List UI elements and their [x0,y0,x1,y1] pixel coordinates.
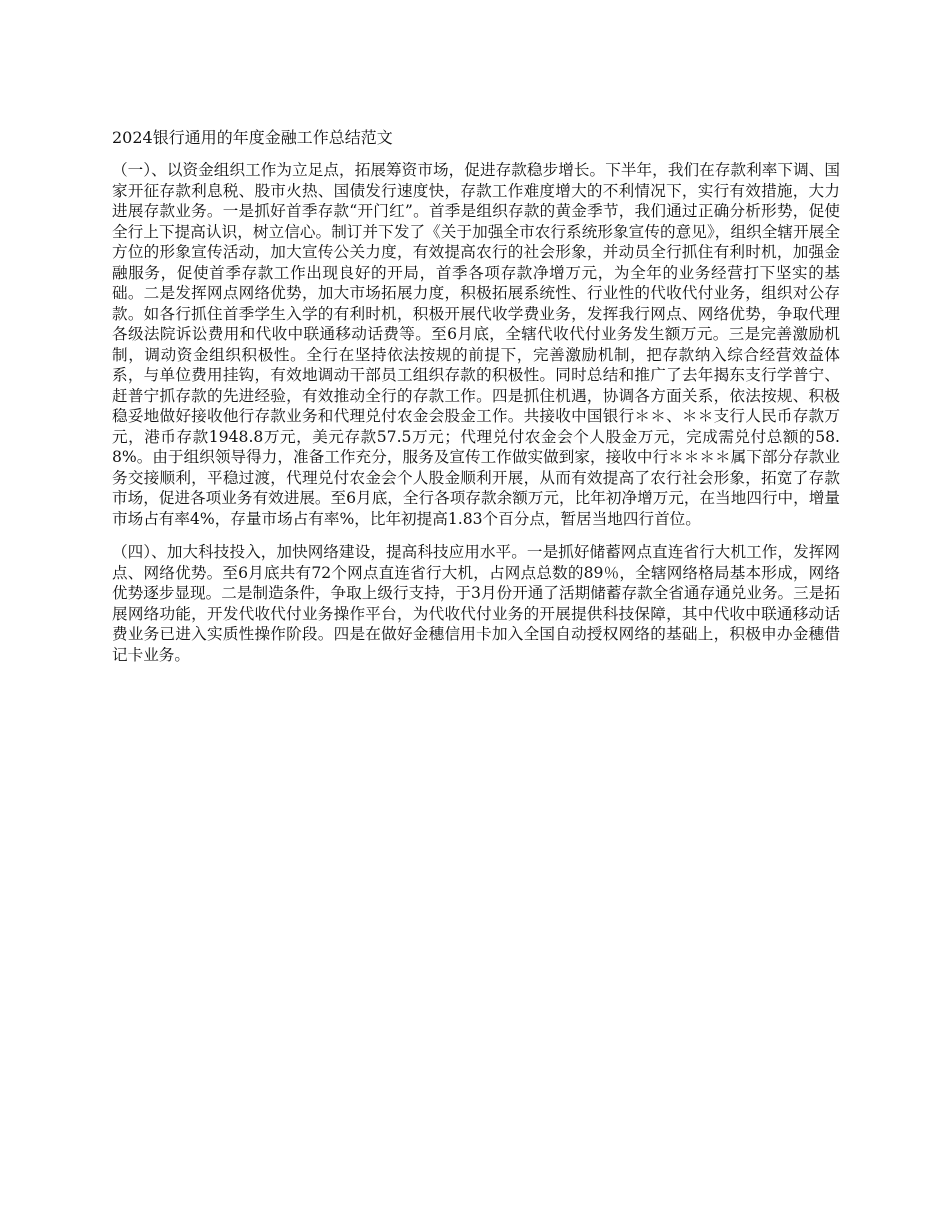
document-title: 2024银行通用的年度金融工作总结范文 [112,128,393,147]
document-page [112,128,840,678]
paragraph-technology: （四）、加大科技投入，加快网络建设，提高科技应用水平。一是抓好储蓄网点直连省行大机工作，发挥网点、网络优势。至6月底共有72个网点直连省行大机，占网点总数的89％，全辖网络格局基本形成，网络优势逐步显现。二是制造条件，争取上级行支持，于3月份开通了活期储蓄存款全省通存通兑业务。三是拓展网络功能，开发代收代付业务操作平台，为代收代付业务的开展提供科技保障，其中代收中联通移动话费业务已进入实质性操作阶段。四是在做好金穗信用卡加入全国自动授权网络的基础上，积极申办金穗借记卡业务。 [112,543,840,664]
paragraph-deposits: （一）、以资金组织工作为立足点，拓展筹资市场，促进存款稳步增长。下半年，我们在存款利率下调、国家开征存款利息税、股市火热、国债发行速度快，存款工作难度增大的不利情况下，实行有效措施，大力进展存款业务。一是抓好首季存款“开门红”。首季是组织存款的黄金季节，我们通过正确分析形势，促使全行上下提高认识，树立信心。制订并下发了《关于加强全市农行系统形象宣传的意见》，组织全辖开展全方位的形象宣传活动，加大宣传公关力度，有效提高农行的社会形象，并动员全行抓住有利时机，加强金融服务，促使首季存款工作出现良好的开局，首季各项存款净增万元，为全年的业务经营打下坚实的基础。二是发挥网点网络优势，加大市场拓展力度，积极拓展系统性、行业性的代收代付业务，组织对公存款。如各行抓住首季学生入学的有利时机，积极开展代收学费业务，发挥我行网点、网络优势，争取代理各级法院诉讼费用和代收中联通移动话费等。至6月底，全辖代收代付业务发生额万元。三是完善激励机制，调动资金组织积极性。全行在坚持依法按规的前提下，完善激励机制，把存款纳入综合经营效益体系，与单位费用挂钩，有效地调动干部员工组织存款的积极性。同时总结和推广了去年揭东支行学普宁、赶普宁抓存款的先进经验，有效推动全行的存款工作。四是抓住机遇，协调各方面关系，依法按规、积极稳妥地做好接收他行存款业务和代理兑付农金会股金工作。共接收中国银行＊＊、＊＊支行人民币存款万元，港币存款1948.8万元，美元存款57.5万元；代理兑付农金会个人股金万元，完成需兑付总额的58.8%。由于组织领导得力，准备工作充分，服务及宣传工作做实做到家，接收中行＊＊＊＊属下部分存款业务交接顺利，平稳过渡，代理兑付农金会个人股金顺利开展，从而有效提高了农行社会形象，拓宽了存款市场，促进各项业务有效进展。至6月底，全行各项存款余额万元，比年初净增万元，在当地四行中，增量市场占有率4%，存量市场占有率%，比年初提高1.83个百分点，暂居当地四行首位。 [112,161,841,528]
